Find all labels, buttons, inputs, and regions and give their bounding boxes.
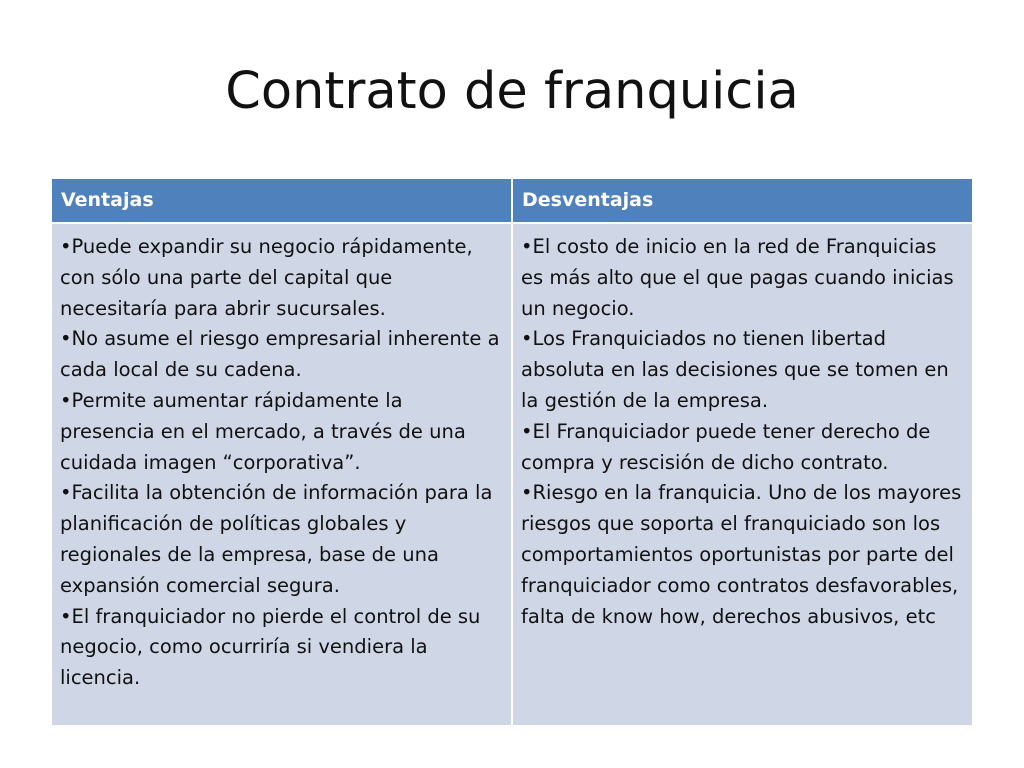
ventaja-item: •No asume el riesgo empresarial inherente a cada local de su cadena. [60,327,500,382]
header-desventajas: Desventajas [513,179,972,222]
ventaja-item: •El franquiciador no pierde el control de su negocio, como ocurriría si vendiera la licencia. [60,604,481,690]
desventajas-cell [513,224,972,725]
column-divider [511,179,513,725]
ventaja-item: •Permite aumentar rápidamente la presencia en el mercado, a través de una cuidada imagen “corporativa”. [60,388,466,474]
desventaja-item: •Los Franquiciados no tienen libertad absoluta en las decisiones que se tomen en la gestión de la empresa. [521,327,949,412]
comparison-table [52,179,972,725]
row-divider [52,222,972,224]
ventaja-item: •Puede expandir su negocio rápidamente, con sólo una parte del capital que necesitaría para abrir sucursales. [60,235,473,320]
desventaja-item: •Riesgo en la franquicia. Uno de los mayores riesgos que soporta el franquiciado son los comportamientos oportunistas por parte del franquiciador como contratos desfavorables, falta de know how, derechos abusivos, etc [521,481,962,628]
ventaja-item: •Facilita la obtención de información para la planificación de políticas globales y regionales de la empresa, base de una expansión comercial segura. [60,481,493,597]
header-ventajas: Ventajas [52,179,511,222]
desventaja-item: •El Franquiciador puede tener derecho de compra y rescisión de dicho contrato. [521,419,931,474]
slide-title: Contrato de franquicia [225,62,799,121]
ventajas-cell [52,224,511,725]
desventaja-item: •El costo de inicio en la red de Franquicias es más alto que el que pagas cuando inicias un negocio. [521,235,954,320]
